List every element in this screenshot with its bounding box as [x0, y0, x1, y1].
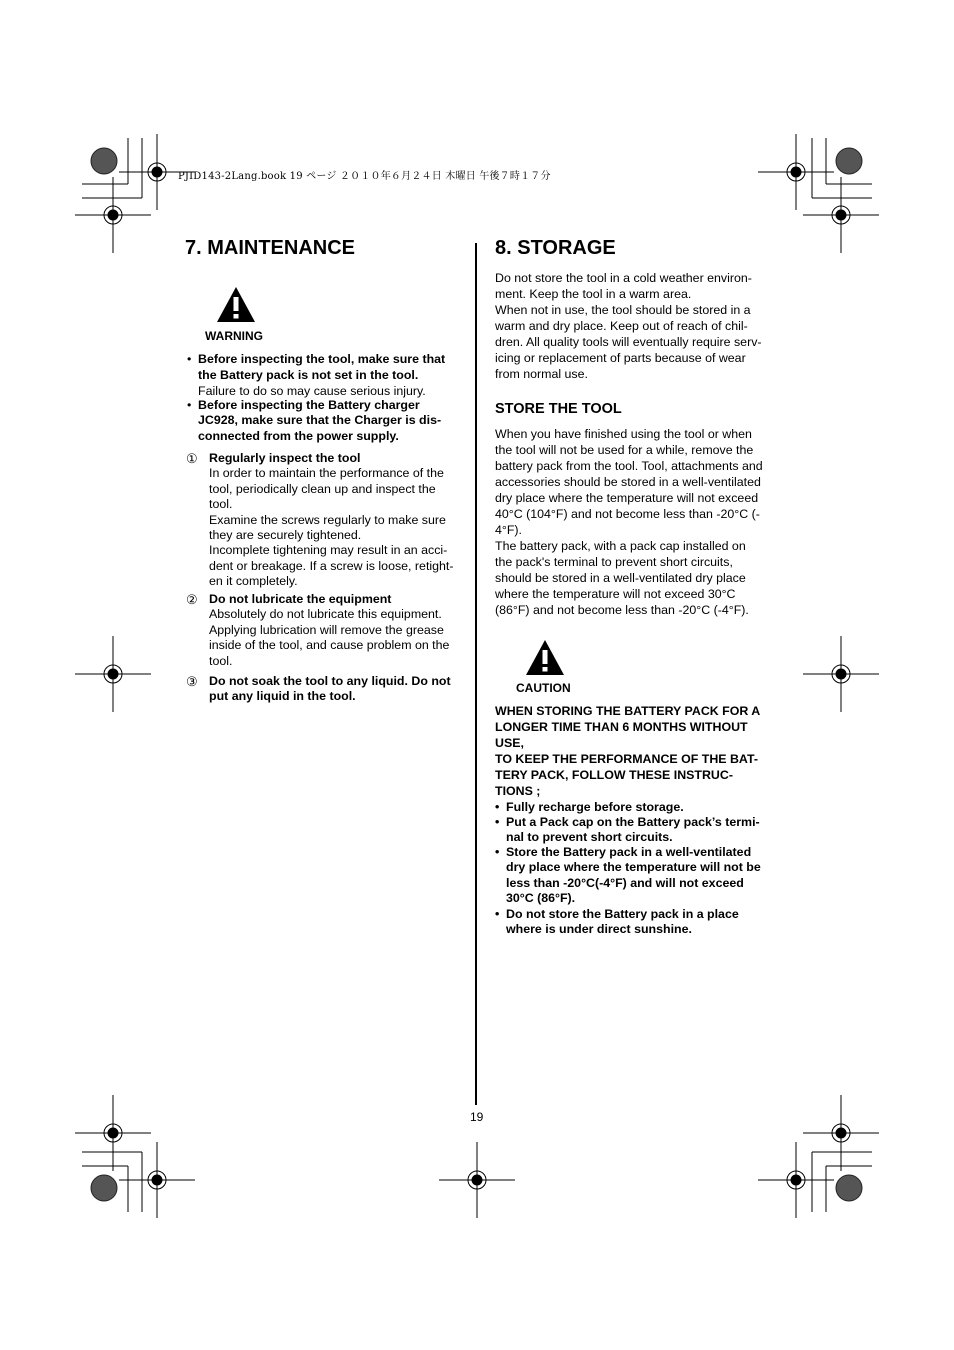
- text-lines: [495, 799, 684, 815]
- text-line: 30°C (86°F).: [506, 891, 576, 906]
- crosshair-mark: [803, 636, 879, 712]
- item-number: ①: [186, 451, 198, 466]
- text-line: put any liquid in the tool.: [209, 689, 356, 704]
- text-lines: [198, 351, 445, 383]
- text-line: dren. All quality tools will eventually require serv-: [495, 335, 762, 349]
- text-line: Fully recharge before storage.: [506, 800, 684, 814]
- text-line: icing or replacement of parts because of wear: [495, 351, 746, 365]
- text-line: Put a Pack cap on the Battery pack’s termi-: [506, 815, 760, 829]
- text-lines: [495, 907, 739, 938]
- text-line: from normal use.: [495, 367, 588, 381]
- maintenance-bullet: [187, 398, 442, 444]
- store-tool-paragraph: [495, 426, 763, 618]
- text-line: WHEN STORING THE BATTERY PACK FOR A: [495, 704, 761, 718]
- warning-label: WARNING: [205, 329, 263, 343]
- text-line: they are securely tightened.: [209, 528, 362, 543]
- item-number: ③: [186, 674, 198, 689]
- caution-bullet: • Do not store the Battery pack in a place where is under direct sunshine.: [495, 907, 739, 937]
- crosshair-mark: [758, 134, 834, 210]
- text-line: Examine the screws regularly to make sure: [209, 512, 446, 527]
- text-line: JC928, make sure that the Charger is dis-: [198, 413, 442, 428]
- crosshair-mark: [75, 636, 151, 712]
- storage-heading: 8. STORAGE: [495, 237, 616, 259]
- crosshair-mark: [758, 1142, 834, 1218]
- maintenance-item: [186, 451, 454, 590]
- text-line: tool, periodically clean up and inspect the: [209, 481, 436, 496]
- text-line: tool.: [209, 497, 233, 512]
- crosshair-mark: [439, 1142, 515, 1218]
- maintenance-item: [186, 674, 451, 705]
- caution-label: CAUTION: [516, 681, 571, 695]
- text-line: dent or breakage. If a screw is loose, retight-: [209, 558, 454, 573]
- text-line: Before inspecting the tool, make sure that: [198, 352, 446, 366]
- crosshair-mark: [75, 177, 151, 253]
- column-divider: [475, 243, 477, 1105]
- text-line: USE,: [495, 736, 524, 750]
- caution-bullet: • Store the Battery pack in a well-ventilated dry place where the temperature will not be less than -20°C(-4°F) and will not exceed 30°C (86°F).: [495, 845, 761, 906]
- warning-triangle-icon: [216, 286, 256, 323]
- crosshair-mark: [75, 1095, 151, 1171]
- crosshair-mark: [803, 177, 879, 253]
- text-line: the tool will not be used for a while, remove the: [495, 443, 754, 457]
- item-title: Regularly inspect the tool: [209, 451, 361, 465]
- text-line: dry place where the temperature will not be: [506, 860, 761, 875]
- page-number: 19: [470, 1110, 484, 1124]
- text-line: the pack's terminal to prevent short circuits,: [495, 555, 733, 569]
- crosshair-mark: [803, 1095, 879, 1171]
- text-line: the Battery pack is not set in the tool.: [198, 368, 419, 382]
- caution-bullet: • Fully recharge before storage.: [495, 800, 684, 814]
- text-lines: [495, 845, 761, 907]
- text-lines: [209, 607, 449, 669]
- text-line: In order to maintain the performance of the: [209, 466, 444, 481]
- text-line: When you have finished using the tool or when: [495, 427, 752, 441]
- text-lines: [198, 398, 441, 444]
- text-line: LONGER TIME THAN 6 MONTHS WITHOUT: [495, 720, 748, 734]
- text-line: where the temperature will not exceed 30°C: [495, 587, 736, 601]
- text-line: Before inspecting the Battery charger: [198, 398, 420, 412]
- item-title: Do not soak the tool to any liquid. Do not: [209, 674, 451, 688]
- text-line: inside of the tool, and cause problem on the: [209, 638, 450, 653]
- bullet-dot: •: [187, 398, 192, 412]
- text-line: Failure to do so may cause serious injury.: [198, 384, 426, 398]
- text-line: The battery pack, with a pack cap installed on: [495, 539, 746, 553]
- text-line: TO KEEP THE PERFORMANCE OF THE BAT-: [495, 752, 758, 766]
- text-line: en it completely.: [209, 574, 298, 589]
- text-line: TERY PACK, FOLLOW THESE INSTRUC-: [495, 768, 733, 782]
- text-line: nal to prevent short circuits.: [506, 830, 673, 845]
- text-lines: [209, 466, 454, 589]
- text-line: should be stored in a well-ventilated dry place: [495, 571, 746, 585]
- text-line: ment. Keep the tool in a warm area.: [495, 287, 692, 301]
- item-title: Do not lubricate the equipment: [209, 592, 392, 606]
- caution-triangle-icon: [525, 639, 565, 676]
- text-line: warm and dry place. Keep out of reach of chil-: [495, 319, 748, 333]
- text-lines: [495, 815, 760, 846]
- text-line: where is under direct sunshine.: [506, 922, 692, 937]
- text-lines: [209, 689, 451, 704]
- text-line: (86°F) and not become less than -20°C (-4°F).: [495, 603, 749, 617]
- text-line: tool.: [209, 653, 233, 668]
- crosshair-mark: [119, 1142, 195, 1218]
- text-line: When not in use, the tool should be stored in a: [495, 303, 751, 317]
- maintenance-heading: 7. MAINTENANCE: [185, 237, 356, 259]
- text-line: less than -20°C(-4°F) and will not exceed: [506, 875, 744, 890]
- text-line: battery pack from the tool. Tool, attachments and: [495, 459, 763, 473]
- bullet-dot: •: [187, 352, 192, 366]
- maintenance-bullet: [187, 351, 446, 399]
- text-line: Do not store the Battery pack in a place: [506, 907, 739, 921]
- text-line: Absolutely do not lubricate this equipment.: [209, 607, 442, 622]
- text-line: TIONS ;: [495, 784, 541, 798]
- text-line: 40°C (104°F) and not become less than -20°C (-: [495, 507, 760, 521]
- text-line: accessories should be stored in a well-ventilated: [495, 475, 761, 489]
- storage-intro: [495, 270, 762, 382]
- caution-text: [495, 703, 760, 799]
- maintenance-item: [186, 592, 450, 669]
- store-the-tool-heading: STORE THE TOOL: [495, 401, 622, 417]
- file-info-line: PJID143-2Lang.book 19 ページ ２０１０年６月２４日 木曜日 午後７時１７分: [178, 171, 551, 182]
- text-line: Incomplete tightening may result in an acci-: [209, 543, 448, 558]
- text-line: Applying lubrication will remove the grease: [209, 622, 444, 637]
- text-line: dry place where the temperature will not exceed: [495, 491, 759, 505]
- caution-bullet: • Put a Pack cap on the Battery pack’s termi- nal to prevent short circuits.: [495, 815, 760, 845]
- text-line: 4°F).: [495, 523, 522, 537]
- item-number: ②: [186, 592, 198, 607]
- text-line: connected from the power supply.: [198, 428, 399, 443]
- text-line: Do not store the tool in a cold weather environ-: [495, 271, 752, 285]
- text-lines: [198, 383, 445, 399]
- text-line: Store the Battery pack in a well-ventilated: [506, 845, 752, 859]
